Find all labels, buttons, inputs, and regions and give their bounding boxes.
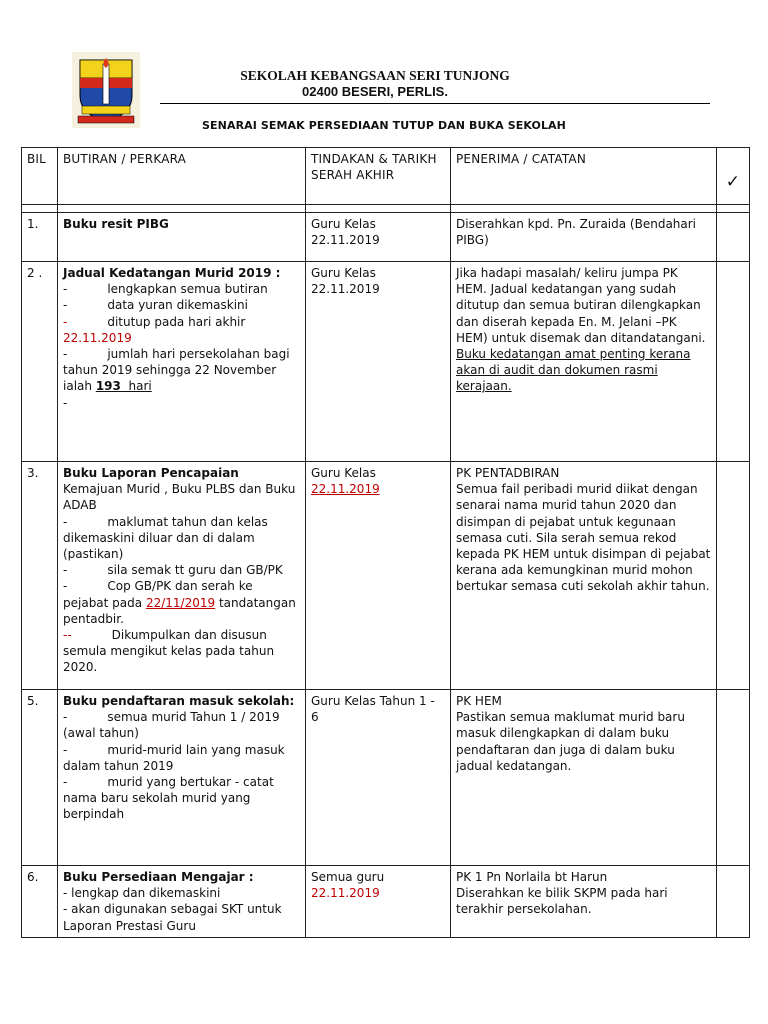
sub-item: Cop GB/PK dan serah ke pejabat pada: [63, 579, 253, 610]
school-name: SEKOLAH KEBANGSAAN SERI TUNJONG: [240, 68, 510, 83]
sub-item: maklumat tahun dan kelas dikemaskini diluar dan di dalam (pastikan): [63, 514, 268, 562]
sub-item: ditutup pada hari akhir: [107, 314, 246, 329]
sub-item: tandatangan pentadbir.: [63, 595, 296, 626]
recipient-text: Pastikan semua maklumat murid baru masuk dilengkapkan di dalam buku pendaftaran dan juga di dalam buku jadual kedatangan.: [456, 710, 685, 773]
row-number: 6.: [22, 866, 58, 938]
spacer-row: [22, 205, 750, 213]
recipient-text: Semua fail peribadi murid diikat dengan senarai nama murid tahun 2020 dan disimpan di pejabat untuk kegunaan semasa cuti. Sila serah semua rekod kepada PK HEM untuk disimpan di pejabat kerana ada kemungkinan murid mohon bertukar semasa cuti sekolah akhir tahun.: [456, 482, 711, 594]
row-number: 3.: [22, 462, 58, 690]
action-text: Guru Kelas: [311, 466, 376, 480]
header-penerima: PENERIMA / CATATAN: [451, 148, 717, 205]
recipient-note: Buku kedatangan amat penting kerana akan di audit dan dokumen rasmi kerajaan.: [456, 347, 691, 394]
row-recipient: [451, 262, 717, 462]
recipient-head: PK HEM: [456, 694, 502, 708]
table-row: [22, 866, 750, 938]
row-check-cell[interactable]: [717, 462, 750, 690]
item-title: Buku Persediaan Mengajar :: [63, 870, 254, 884]
sub-item: Dikumpulkan dan disusun semula mengikut kelas pada tahun 2020.: [63, 628, 275, 675]
action-date: 22.11.2019: [311, 482, 380, 497]
row-recipient: [451, 462, 717, 690]
days-count: 193: [95, 379, 121, 394]
item-subtitle: Kemajuan Murid , Buku PLBS dan Buku ADAB: [63, 482, 296, 513]
row-action: [306, 213, 451, 262]
sub-item-date: 22/11/2019: [145, 595, 216, 610]
item-title: Buku resit PIBG: [63, 217, 169, 231]
header-bil: BIL: [22, 148, 58, 205]
table-row: [22, 462, 750, 690]
table-header-row: [22, 148, 750, 205]
sub-item: data yuran dikemaskini: [107, 298, 248, 313]
header-tindakan: TINDAKAN & TARIKH SERAH AKHIR: [306, 148, 451, 205]
recipient-head: PK 1 Pn Norlaila bt Harun: [456, 870, 608, 884]
school-address: 02400 BESERI, PERLIS.: [302, 84, 448, 99]
recipient-head: PK PENTADBIRAN: [456, 466, 560, 480]
table-row: [22, 213, 750, 262]
row-number: 1.: [22, 213, 58, 262]
row-check-cell[interactable]: [717, 262, 750, 462]
checklist-table: [21, 147, 750, 938]
sub-item: lengkapkan semua butiran: [107, 282, 268, 297]
item-title: Jadual Kedatangan Murid 2019 :: [63, 266, 281, 280]
sub-item: semua murid Tahun 1 / 2019 (awal tahun): [63, 710, 280, 741]
row-check-cell[interactable]: [717, 690, 750, 866]
action-date: 22.11.2019: [311, 233, 380, 248]
row-check-cell[interactable]: [717, 866, 750, 938]
days-unit: hari: [128, 379, 152, 394]
recipient-text: Diserahkan ke bilik SKPM pada hari terakhir persekolahan.: [456, 886, 668, 917]
sub-item: - akan digunakan sebagai SKT untuk Laporan Prestasi Guru: [63, 902, 282, 933]
sub-item: - lengkap dan dikemaskini: [63, 886, 221, 901]
school-logo: [72, 52, 140, 128]
header-divider: [160, 103, 710, 104]
action-date: 22.11.2019: [311, 886, 380, 901]
row-recipient: [451, 866, 717, 938]
sub-item-date: 22.11.2019: [63, 330, 132, 345]
row-item: Buku Laporan Pencapaian Kemajuan Murid , Buku PLBS dan Buku ADAB - maklumat tahun dan kelas dikemaskini diluar dan di dalam (pastikan) - sila semak tt guru dan GB/PK - Cop GB/PK dan serah ke pejabat pada 22/11/2019 tandatangan pentadbir. -- Dikumpulkan dan disusun semula mengikut kelas pada tahun 2020.: [58, 462, 306, 690]
document-title: SENARAI SEMAK PERSEDIAAN TUTUP DAN BUKA SEKOLAH: [202, 119, 566, 132]
row-item: Jadual Kedatangan Murid 2019 : - lengkapkan semua butiran - data yuran dikemaskini - ditutup pada hari akhir 22.11.2019 - jumlah hari persekolahan bagi tahun 2019 sehingga 22 November ialah 193 hari -: [58, 262, 306, 462]
row-item: [58, 866, 306, 938]
sub-item: sila semak tt guru dan GB/PK: [107, 563, 283, 578]
row-action: [306, 866, 451, 938]
sub-item: murid yang bertukar - catat nama baru sekolah murid yang berpindah: [63, 775, 274, 822]
row-recipient: Diserahkan kpd. Pn. Zuraida (Bendahari PIBG): [451, 213, 717, 262]
table-row: [22, 690, 750, 866]
row-action: [306, 262, 451, 462]
item-title: Buku pendaftaran masuk sekolah:: [63, 694, 295, 708]
row-check-cell[interactable]: [717, 213, 750, 262]
sub-item: murid-murid lain yang masuk dalam tahun 2019: [63, 742, 285, 773]
row-number: 5.: [22, 690, 58, 866]
row-item: Buku pendaftaran masuk sekolah: - semua murid Tahun 1 / 2019 (awal tahun) - murid-murid lain yang masuk dalam tahun 2019 - murid yang bertukar - catat nama baru sekolah murid yang berpindah: [58, 690, 306, 866]
row-recipient: [451, 690, 717, 866]
row-number: 2 .: [22, 262, 58, 462]
action-text: Guru Kelas: [311, 217, 376, 231]
recipient-text: Jika hadapi masalah/ keliru jumpa PK HEM. Jadual kedatangan yang sudah ditutup dan semua butiran dilengkapkan dan diserah kepada En. M. Jelani –PK HEM) untuk disemak dan ditandatangani.: [456, 266, 706, 345]
checkmark-icon: ✓: [717, 148, 750, 205]
action-date: 22.11.2019: [311, 282, 380, 297]
action-text: Semua guru: [311, 870, 385, 884]
sub-item: jumlah hari persekolahan bagi tahun 2019 sehingga 22 November ialah: [63, 347, 290, 394]
header-butiran: BUTIRAN / PERKARA: [58, 148, 306, 205]
row-item: [58, 213, 306, 262]
row-action: [306, 462, 451, 690]
row-action: Guru Kelas Tahun 1 - 6: [306, 690, 451, 866]
table-row: [22, 262, 750, 462]
item-title: Buku Laporan Pencapaian: [63, 466, 239, 480]
action-text: Guru Kelas: [311, 266, 376, 280]
